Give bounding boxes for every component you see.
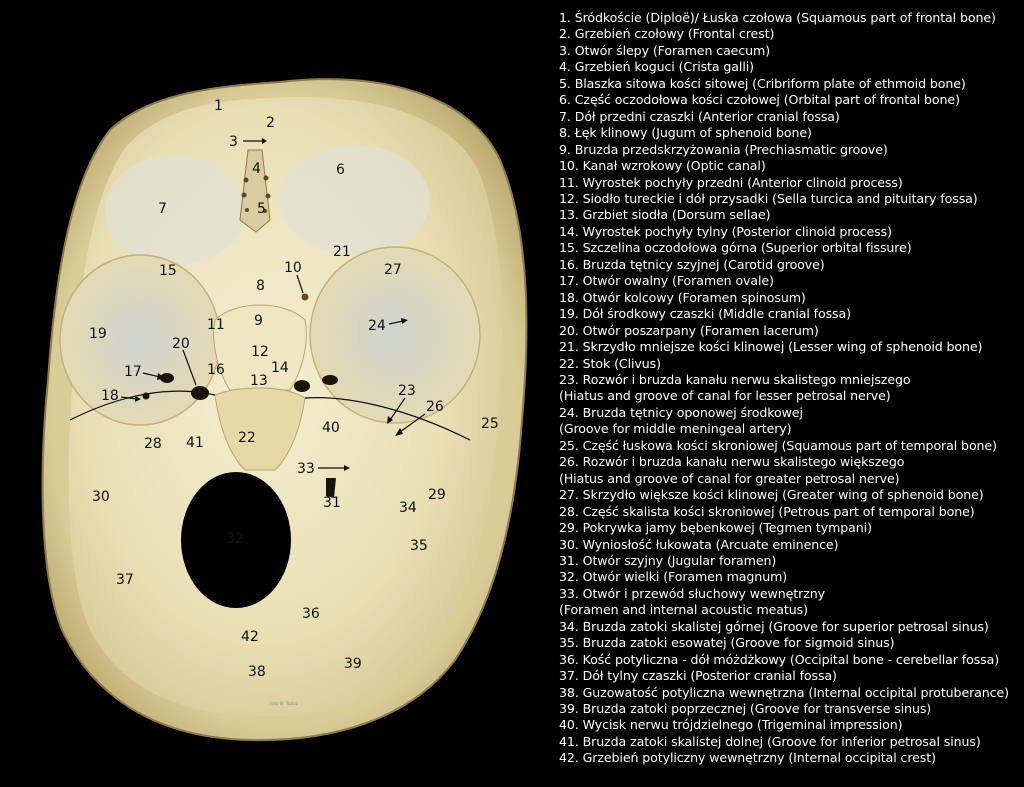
legend-item: 9. Bruzda przedskrzyżowania (Prechiasmatic groove) (559, 141, 888, 157)
legend-item: 34. Bruzda zatoki skalistej górnej (Groove for superior petrosal sinus) (559, 618, 989, 634)
num-label-24: 24 (368, 318, 386, 334)
legend-item: 10. Kanał wzrokowy (Optic canal) (559, 158, 766, 174)
legend-item: 2. Grzebień czołowy (Frontal crest) (559, 26, 775, 42)
num-label-8: 8 (256, 278, 265, 294)
legend-item: 42. Grzebień potyliczny wewnętrzny (Internal occipital crest) (559, 750, 936, 766)
foramen-spinosum-left (143, 393, 150, 400)
foramen-ovale-right (322, 375, 338, 385)
legend-item: 18. Otwór kolcowy (Foramen spinosum) (559, 289, 806, 305)
legend-item: 31. Otwór szyjny (Jugular foramen) (559, 552, 777, 568)
num-label-30: 30 (92, 489, 110, 505)
num-label-42: 42 (241, 629, 259, 645)
num-label-27: 27 (384, 262, 402, 278)
legend-item: 23. Rozwór i bruzda kanału nerwu skalistego mniejszego (559, 371, 911, 387)
legend-item: 32. Otwór wielki (Foramen magnum) (559, 569, 788, 585)
legend-item: 38. Guzowatość potyliczna wewnętrzna (Internal occipital protuberance) (559, 684, 1009, 700)
legend-item: 8. Łęk klinowy (Jugum of sphenoid bone) (559, 125, 812, 141)
legend-item: 7. Dół przedni czaszki (Anterior cranial fossa) (559, 108, 840, 124)
num-label-1: 1 (214, 98, 223, 114)
num-label-31: 31 (323, 495, 341, 511)
legend-item: 36. Kość potyliczna - dół móżdżkowy (Occipital bone - cerebellar fossa) (559, 651, 1000, 667)
legend-list (559, 10, 1021, 767)
legend-item: 40. Wycisk nerwu trójdzielnego (Trigeminal impression) (559, 717, 903, 733)
legend-item: 3. Otwór ślepy (Foramen caecum) (559, 42, 771, 58)
num-label-10: 10 (284, 260, 302, 276)
num-label-17: 17 (124, 364, 142, 380)
anterior-fossa-shadow-left (105, 155, 245, 265)
legend-item: 1. Śródkoście (Diploë)/ Łuska czołowa (Squamous part of frontal bone) (559, 10, 996, 25)
legend-item: 14. Wyrostek pochyły tylny (Posterior clinoid process) (559, 223, 892, 239)
num-label-35: 35 (410, 538, 428, 554)
legend-item: 20. Otwór poszarpany (Foramen lacerum) (559, 322, 819, 338)
num-label-29: 29 (428, 487, 446, 503)
legend-item-continuation: (Groove for middle meningeal artery) (559, 421, 792, 437)
num-label-33: 33 (297, 461, 315, 477)
num-label-3: 3 (229, 134, 238, 150)
num-label-14: 14 (271, 360, 289, 376)
legend-item: 24. Bruzda tętnicy oponowej środkowej (559, 404, 803, 420)
num-label-18: 18 (101, 388, 119, 404)
legend-item: 39. Bruzda zatoki poprzecznej (Groove for transverse sinus) (559, 701, 932, 717)
legend-item: 25. Część łuskowa kości skroniowej (Squamous part of temporal bone) (559, 437, 997, 453)
num-label-19: 19 (89, 326, 107, 342)
num-label-38: 38 (248, 664, 266, 680)
num-label-34: 34 (399, 500, 417, 516)
legend-item: 35. Bruzda zatoki esowatej (Groove for sigmoid sinus) (559, 635, 895, 651)
num-label-2: 2 (266, 115, 275, 131)
legend-item: 6. Część oczodołowa kości czołowej (Orbital part of frontal bone) (559, 92, 960, 108)
legend-item: 29. Pokrywka jamy bębenkowej (Tegmen tympani) (559, 520, 872, 536)
anterior-fossa-shadow-right (280, 145, 430, 255)
legend-item: 28. Część skalista kości skroniowej (Petrous part of temporal bone) (559, 503, 975, 519)
num-label-23: 23 (398, 383, 416, 399)
num-label-20: 20 (172, 336, 190, 352)
legend-item: 5. Blaszka sitowa kości sitowej (Cribriform plate of ethmoid bone) (559, 75, 966, 91)
num-label-36: 36 (302, 606, 320, 622)
num-label-22: 22 (238, 430, 256, 446)
num-label-40: 40 (322, 420, 340, 436)
num-label-6: 6 (336, 162, 345, 178)
num-label-7: 7 (158, 201, 167, 217)
legend-item: 19. Dół środkowy czaszki (Middle cranial fossa) (559, 306, 851, 322)
legend-item: 37. Dół tylny czaszki (Posterior cranial fossa) (559, 668, 837, 684)
num-label-37: 37 (116, 572, 134, 588)
legend-item: 33. Otwór i przewód słuchowy wewnętrzny (559, 585, 825, 601)
legend-item-continuation: (Hiatus and groove of canal for lesser petrosal nerve) (559, 388, 891, 404)
legend-item: 26. Rozwór i bruzda kanału nerwu skalistego większego (559, 454, 905, 470)
num-label-32: 32 (226, 531, 244, 547)
num-label-26: 26 (426, 399, 444, 415)
legend-item-continuation: (Foramen and internal acoustic meatus) (559, 602, 808, 618)
legend-item: 4. Grzebień koguci (Crista galli) (559, 59, 754, 75)
num-label-13: 13 (250, 373, 268, 389)
num-label-41: 41 (186, 435, 204, 451)
photo-credit: Foto M. Tozlaz (270, 701, 298, 706)
legend-item-continuation: (Hiatus and groove of canal for greater petrosal nerve) (559, 470, 900, 486)
legend-item: 11. Wyrostek pochyły przedni (Anterior clinoid process) (559, 174, 903, 190)
legend-item: 21. Skrzydło mniejsze kości klinowej (Lesser wing of sphenoid bone) (559, 339, 983, 355)
legend-item: 41. Bruzda zatoki skalistej dolnej (Groove for inferior petrosal sinus) (559, 733, 981, 749)
num-label-4: 4 (252, 161, 261, 177)
foramen-lacerum-left (191, 386, 209, 400)
legend-item: 13. Grzbiet siodła (Dorsum sellae) (559, 207, 771, 223)
legend-item: 16. Bruzda tętnicy szyjnej (Carotid groove) (559, 256, 825, 272)
legend-item: 15. Szczelina oczodołowa górna (Superior orbital fissure) (559, 240, 912, 256)
legend-item: 27. Skrzydło większe kości klinowej (Greater wing of sphenoid bone) (559, 487, 984, 503)
num-label-39: 39 (344, 656, 362, 672)
num-label-9: 9 (254, 313, 263, 329)
legend-item: 12. Siodło tureckie i dół przysadki (Sella turcica and pituitary fossa) (559, 190, 978, 206)
num-label-15: 15 (159, 263, 177, 279)
num-label-11: 11 (207, 317, 225, 333)
num-label-28: 28 (144, 436, 162, 452)
num-label-16: 16 (207, 362, 225, 378)
num-label-5: 5 (257, 201, 266, 217)
legend-item: 22. Stok (Clivus) (559, 355, 661, 371)
optic-canal (302, 294, 309, 301)
foramen-lacerum-right (294, 380, 310, 392)
num-label-25: 25 (481, 416, 499, 432)
num-label-21: 21 (333, 244, 351, 260)
legend-item: 17. Otwór owalny (Foramen ovale) (559, 273, 774, 289)
legend-item: 30. Wyniosłość łukowata (Arcuate eminence) (559, 536, 839, 552)
num-label-12: 12 (251, 344, 269, 360)
